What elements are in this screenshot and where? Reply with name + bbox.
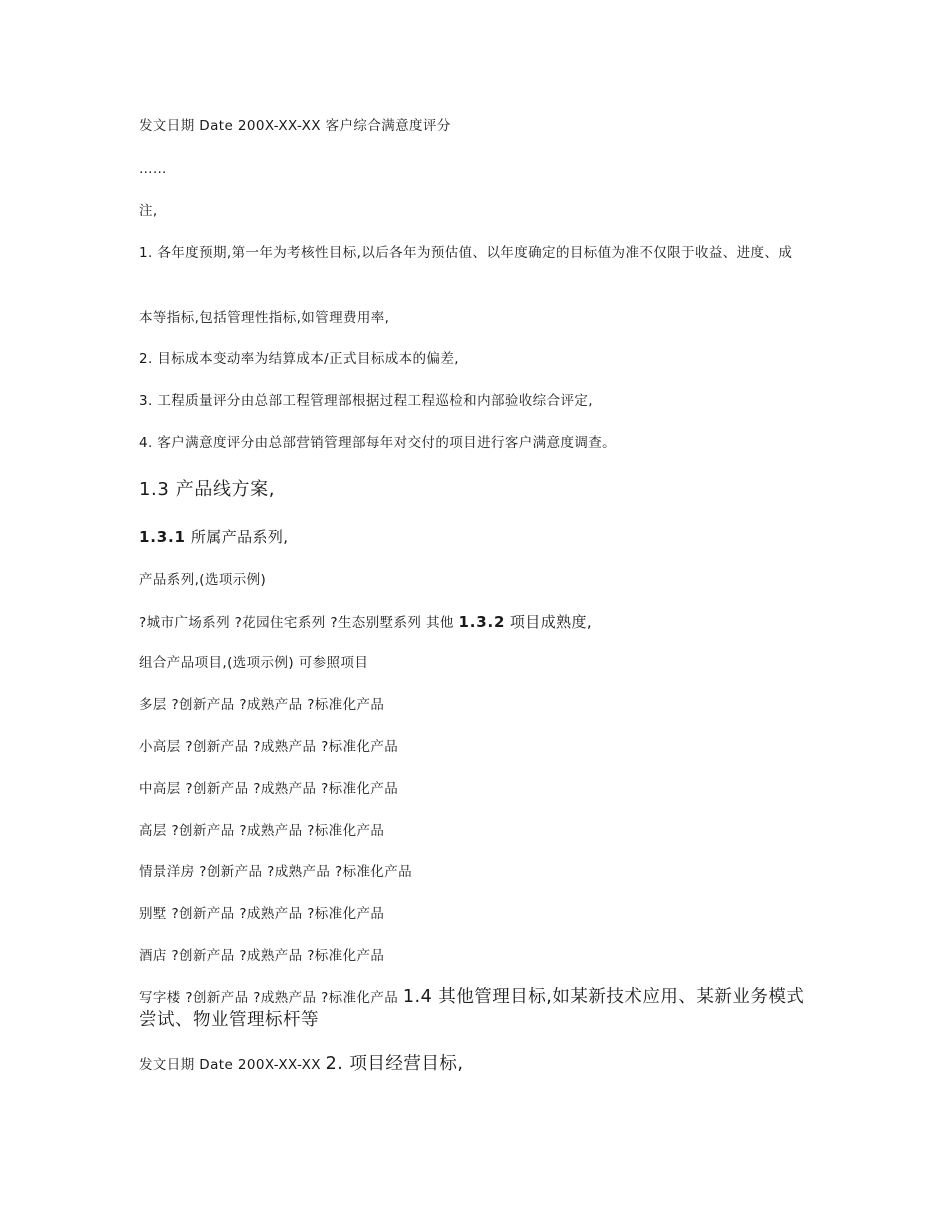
note-2: 2. 目标成本变动率为结算成本/正式目标成本的偏差,	[139, 351, 459, 367]
note-4: 4. 客户满意度评分由总部营销管理部每年对交付的项目进行客户满意度调查。	[139, 435, 617, 451]
office-row	[139, 986, 815, 1032]
header-line	[139, 116, 451, 136]
date-label: 发文日期 Date 200X-XX-XX	[139, 1057, 321, 1073]
section-number: 1.3.1	[139, 528, 186, 546]
section-number: 1.3.2	[458, 613, 506, 631]
product-row: 小高层 ?创新产品 ?成熟产品 ?标准化产品	[139, 739, 399, 755]
section-1-3-1-heading	[139, 526, 288, 548]
series-options-line	[139, 611, 592, 633]
note-1-line-2: 本等指标,包括管理性指标,如管理费用率,	[139, 310, 390, 326]
maturity-label: 组合产品项目,(选项示例) 可参照项目	[139, 655, 369, 671]
section-1-3-heading: 1.3 产品线方案,	[139, 479, 276, 500]
note-3: 3. 工程质量评分由总部工程管理部根据过程工程巡检和内部验收综合评定,	[139, 393, 593, 409]
section-title: 项目成熟度,	[509, 613, 593, 631]
product-row: 别墅 ?创新产品 ?成熟产品 ?标准化产品	[139, 906, 385, 922]
header-text: 客户综合满意度评分	[325, 118, 451, 134]
section-1-4-heading: 1.4 其他管理目标,如某新技术应用、某新业务模式尝试、物业管理标杆等	[139, 987, 805, 1030]
product-row: 中高层 ?创新产品 ?成熟产品 ?标准化产品	[139, 781, 399, 797]
section-2-heading: 2. 项目经营目标,	[325, 1054, 464, 1074]
section-title: 所属产品系列,	[190, 528, 289, 546]
product-row: 酒店 ?创新产品 ?成熟产品 ?标准化产品	[139, 948, 385, 964]
footer-line	[139, 1054, 463, 1075]
ellipsis: ……	[139, 161, 167, 177]
office-row-text: 写字楼 ?创新产品 ?成熟产品 ?标准化产品	[139, 990, 399, 1006]
date-label: 发文日期 Date 200X-XX-XX	[139, 118, 321, 134]
product-row: 情景洋房 ?创新产品 ?成熟产品 ?标准化产品	[139, 864, 413, 880]
series-options: ?城市广场系列 ?花园住宅系列 ?生态别墅系列 其他	[139, 615, 454, 631]
note-label: 注,	[139, 203, 158, 219]
product-row: 高层 ?创新产品 ?成熟产品 ?标准化产品	[139, 823, 385, 839]
product-row: 多层 ?创新产品 ?成熟产品 ?标准化产品	[139, 697, 385, 713]
series-label: 产品系列,(选项示例)	[139, 572, 267, 588]
note-1-line-1: 1. 各年度预期,第一年为考核性目标,以后各年为预估值、以年度确定的目标值为准不仅限于收益、进度、成	[139, 245, 793, 261]
